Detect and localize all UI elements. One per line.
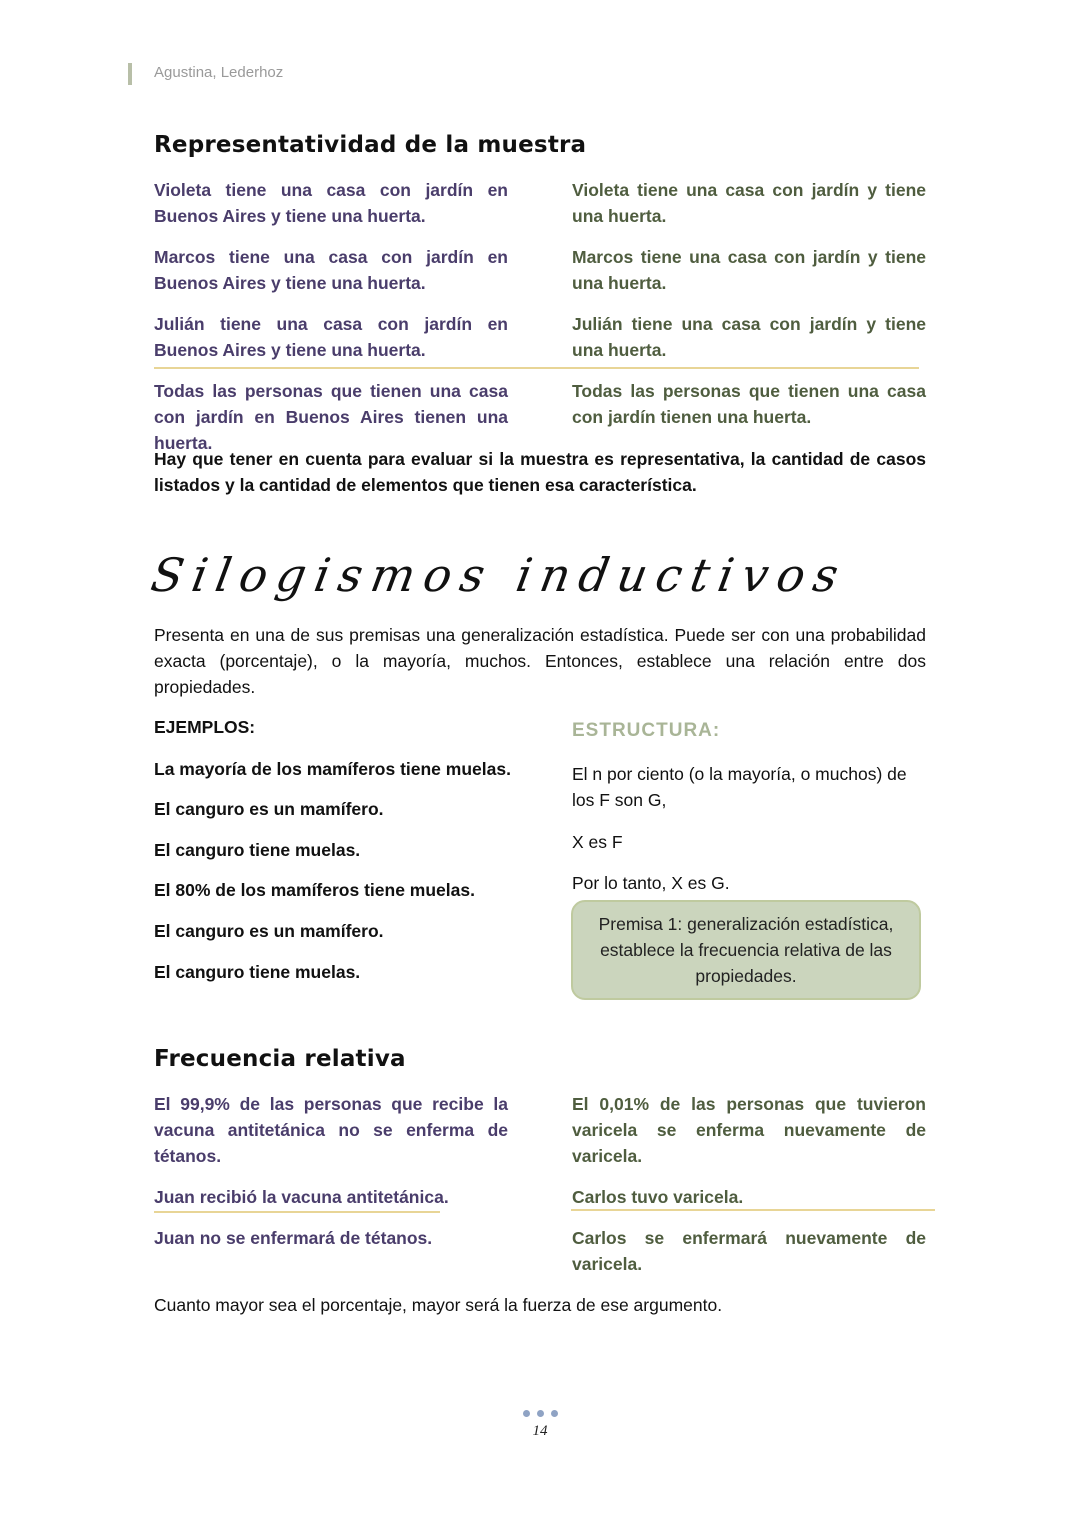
silogismos-intro: Presenta en una de sus premisas una generalización estadística. Puede ser con una probabilidad exacta (porcentaje), o la mayoría, muchos. Entonces, establece una relación entre dos propiedades. (154, 625, 926, 697)
section-title-representatividad: Representatividad de la muestra (154, 132, 587, 158)
left-column-representatividad (154, 177, 508, 471)
premise: Violeta tiene una casa con jardín y tiene una huerta. (572, 180, 926, 226)
page-footer (0, 1404, 1080, 1440)
dot-icon (523, 1410, 530, 1417)
conclusion: Carlos se enfermará nuevamente de varicela. (572, 1228, 926, 1274)
example-line: El canguro es un mamífero. (154, 799, 384, 819)
structure-line: El n por ciento (o la mayoría, o muchos) de los F son G, (572, 764, 907, 810)
premise: Marcos tiene una casa con jardín en Buenos Aires y tiene una huerta. (154, 247, 508, 293)
page-number: 14 (532, 1423, 548, 1439)
premise: Juan recibió la vacuna antitetánica. (154, 1187, 449, 1207)
structure-line: X es F (572, 832, 623, 852)
conclusion: Juan no se enfermará de tétanos. (154, 1228, 433, 1248)
page-dots-ornament (523, 1410, 558, 1417)
dot-icon (551, 1410, 558, 1417)
example-line: El canguro tiene muelas. (154, 840, 361, 860)
premise: Marcos tiene una casa con jardín y tiene una huerta. (572, 247, 926, 293)
example-line: El canguro tiene muelas. (154, 962, 361, 982)
premise: El 99,9% de las personas que recibe la vacuna antitetánica no se enferma de tétanos. (154, 1094, 508, 1166)
premise: Julián tiene una casa con jardín en Buenos Aires y tiene una huerta. (154, 314, 508, 360)
left-column-frecuencia (154, 1091, 508, 1266)
structure-line: Por lo tanto, X es G. (572, 873, 730, 893)
example-line: El 80% de los mamíferos tiene muelas. (154, 880, 475, 900)
premise: El 0,01% de las personas que tuvieron varicela se enferma nuevamente de varicela. (572, 1094, 926, 1166)
right-column-representatividad (572, 177, 926, 445)
header-author: Agustina, Lederhoz (154, 64, 284, 81)
section-title-silogismos: Silogismos inductivos (147, 548, 852, 602)
right-column-frecuencia (572, 1091, 926, 1292)
section-title-frecuencia: Frecuencia relativa (154, 1046, 406, 1072)
conclusion: Todas las personas que tienen una casa con jardín en Buenos Aires tienen una huerta. (154, 381, 508, 453)
examples-label: EJEMPLOS: (154, 717, 256, 737)
representatividad-note: Hay que tener en cuenta para evaluar si la muestra es representativa, la cantidad de casos listados y la cantidad de elementos que tienen esa característica. (154, 449, 926, 495)
premise: Carlos tuvo varicela. (572, 1187, 744, 1207)
conclusion-separator-right (571, 1209, 935, 1211)
dot-icon (537, 1410, 544, 1417)
example-line: La mayoría de los mamíferos tiene muelas. (154, 759, 511, 779)
example-line: El canguro es un mamífero. (154, 921, 384, 941)
conclusion-separator-left (154, 1211, 440, 1213)
premise: Julián tiene una casa con jardín y tiene una huerta. (572, 314, 926, 360)
structure-label: ESTRUCTURA: (572, 720, 721, 741)
frecuencia-conclusion: Cuanto mayor sea el porcentaje, mayor será la fuerza de ese argumento. (154, 1295, 723, 1315)
conclusion: Todas las personas que tienen una casa con jardín tienen una huerta. (572, 381, 926, 427)
conclusion-separator (154, 367, 919, 369)
callout-text: Premisa 1: generalización estadística, establece la frecuencia relativa de las propiedades. (598, 914, 894, 986)
premise: Violeta tiene una casa con jardín en Buenos Aires y tiene una huerta. (154, 180, 508, 226)
callout-box (571, 900, 921, 1000)
header-accent-bar (128, 63, 132, 85)
